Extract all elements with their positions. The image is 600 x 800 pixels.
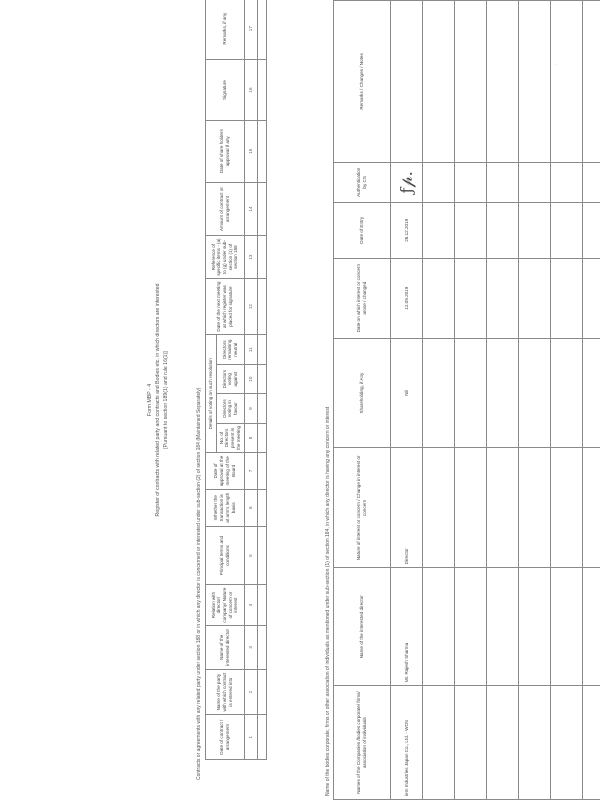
col-shareholding: Shareholding, if Any	[334, 338, 391, 448]
col-number: 11	[244, 335, 257, 365]
col-board-approval-date: Date of approval at the meeting of the Board	[206, 453, 245, 490]
form-number: Form MBP - 4	[147, 383, 153, 417]
margin-mark: ·	[553, 63, 559, 65]
remarks-cell	[391, 1, 423, 163]
col-nature-of-interest: Nature of interest or concern / Change in interest or concern	[334, 448, 391, 568]
col-party-name: Name of the party with which contract is entered into	[206, 669, 245, 715]
contracts-table	[205, 0, 267, 760]
col-number: 13	[244, 236, 257, 278]
col-number: 2	[244, 669, 257, 715]
col-number: 10	[244, 364, 257, 393]
col-number: 1	[244, 715, 257, 760]
col-voting-favour: Directors voting in favour	[216, 394, 244, 423]
table-row	[583, 1, 600, 800]
table-row	[423, 1, 455, 800]
company-name-cell: iem Industries Japan Co., Ltd. - WOS	[391, 686, 423, 800]
col-relation: Relation with director/ company/ Nature of concern or interest	[206, 585, 245, 625]
col-number: 4	[244, 585, 257, 625]
col-amount: Amount of contract or arrangement	[206, 182, 245, 236]
col-signature: Signature	[206, 60, 245, 120]
col-number: 14	[244, 182, 257, 236]
table-row	[391, 1, 423, 800]
col-remarks: Remarks, if any	[206, 0, 245, 60]
col-number: 15	[244, 120, 257, 182]
col-date-of-contract: Date of contract / arrangement	[206, 715, 245, 760]
col-neutral: Directors remaining neutral	[216, 335, 244, 365]
interest-date-cell: 12.09.2019	[391, 258, 423, 338]
entry-date-cell: 26.12.2019	[391, 202, 423, 258]
table-row	[487, 1, 519, 800]
table-row	[519, 1, 551, 800]
col-voting-details: Details of voting on such resolution	[206, 335, 217, 453]
col-number: 6	[244, 489, 257, 526]
col-interested-director: Name of the interested director	[206, 625, 245, 669]
shareholding-cell: Nil	[391, 338, 423, 448]
col-number: 16	[244, 60, 257, 120]
col-number: 8	[244, 423, 257, 452]
col-shareholder-approval: Date of share holders approval if any	[206, 120, 245, 182]
col-interested-director: Name of the interested director	[334, 568, 391, 686]
table-row	[455, 1, 487, 800]
col-number: 7	[244, 453, 257, 490]
form-title: Register of contracts with related party and contracts and Bodies etc. in which directors are interested	[155, 283, 161, 517]
section1-heading: Contracts or agreements with any related party under section 188 or in which any director is concerned or interested under sub-section (2) of section 184 (Maintained Separately)	[196, 387, 202, 780]
col-number: 12	[244, 278, 257, 335]
col-voting-against: Directors voting against	[216, 364, 244, 393]
col-company-names: Names of the Companies /bodies corporate/ firms/ association of individuals	[334, 686, 391, 800]
col-authentication: Authentication by CS	[334, 162, 391, 202]
interest-table	[333, 0, 600, 800]
form-subtitle: [Pursuant to section 189(1) and rule 16(1)]	[163, 351, 169, 449]
col-remarks-notes: Remarks / Changes / Notes	[334, 1, 391, 163]
col-number: 9	[244, 394, 257, 423]
section2-heading: Name of the bodies corporate, firms or other association of individuals as mentioned under sub-section (1) of section 184, in which any director is having any concern or interest	[325, 406, 331, 796]
authentication-cell	[391, 162, 423, 202]
col-date-of-entry: Date of Entry	[334, 202, 391, 258]
col-next-meeting-date: Date of the next meeting at which register was placed for signature	[206, 278, 245, 335]
col-number: 17	[244, 0, 257, 60]
column-number-row	[244, 0, 257, 760]
table-row	[551, 1, 583, 800]
cs-signature-icon: ƒ𝓅.	[396, 171, 416, 194]
table-row	[257, 0, 266, 760]
col-number: 3	[244, 625, 257, 669]
col-number: 5	[244, 526, 257, 585]
director-name-cell: Mr. Rajesh Sharma	[391, 568, 423, 686]
col-principal-terms: Principal terms and conditions	[206, 526, 245, 585]
nature-of-interest-cell: Director	[391, 448, 423, 568]
col-arms-length: Whether the transaction is at arm's length basis	[206, 489, 245, 526]
col-reference-items: Reference of specific items - (a) to (g) under sub-section (1) of section 188	[206, 236, 245, 278]
col-directors-present: No. of Directors present in the meeting	[216, 423, 244, 452]
col-interest-date: Date on which interest or concern arose / changed	[334, 258, 391, 338]
